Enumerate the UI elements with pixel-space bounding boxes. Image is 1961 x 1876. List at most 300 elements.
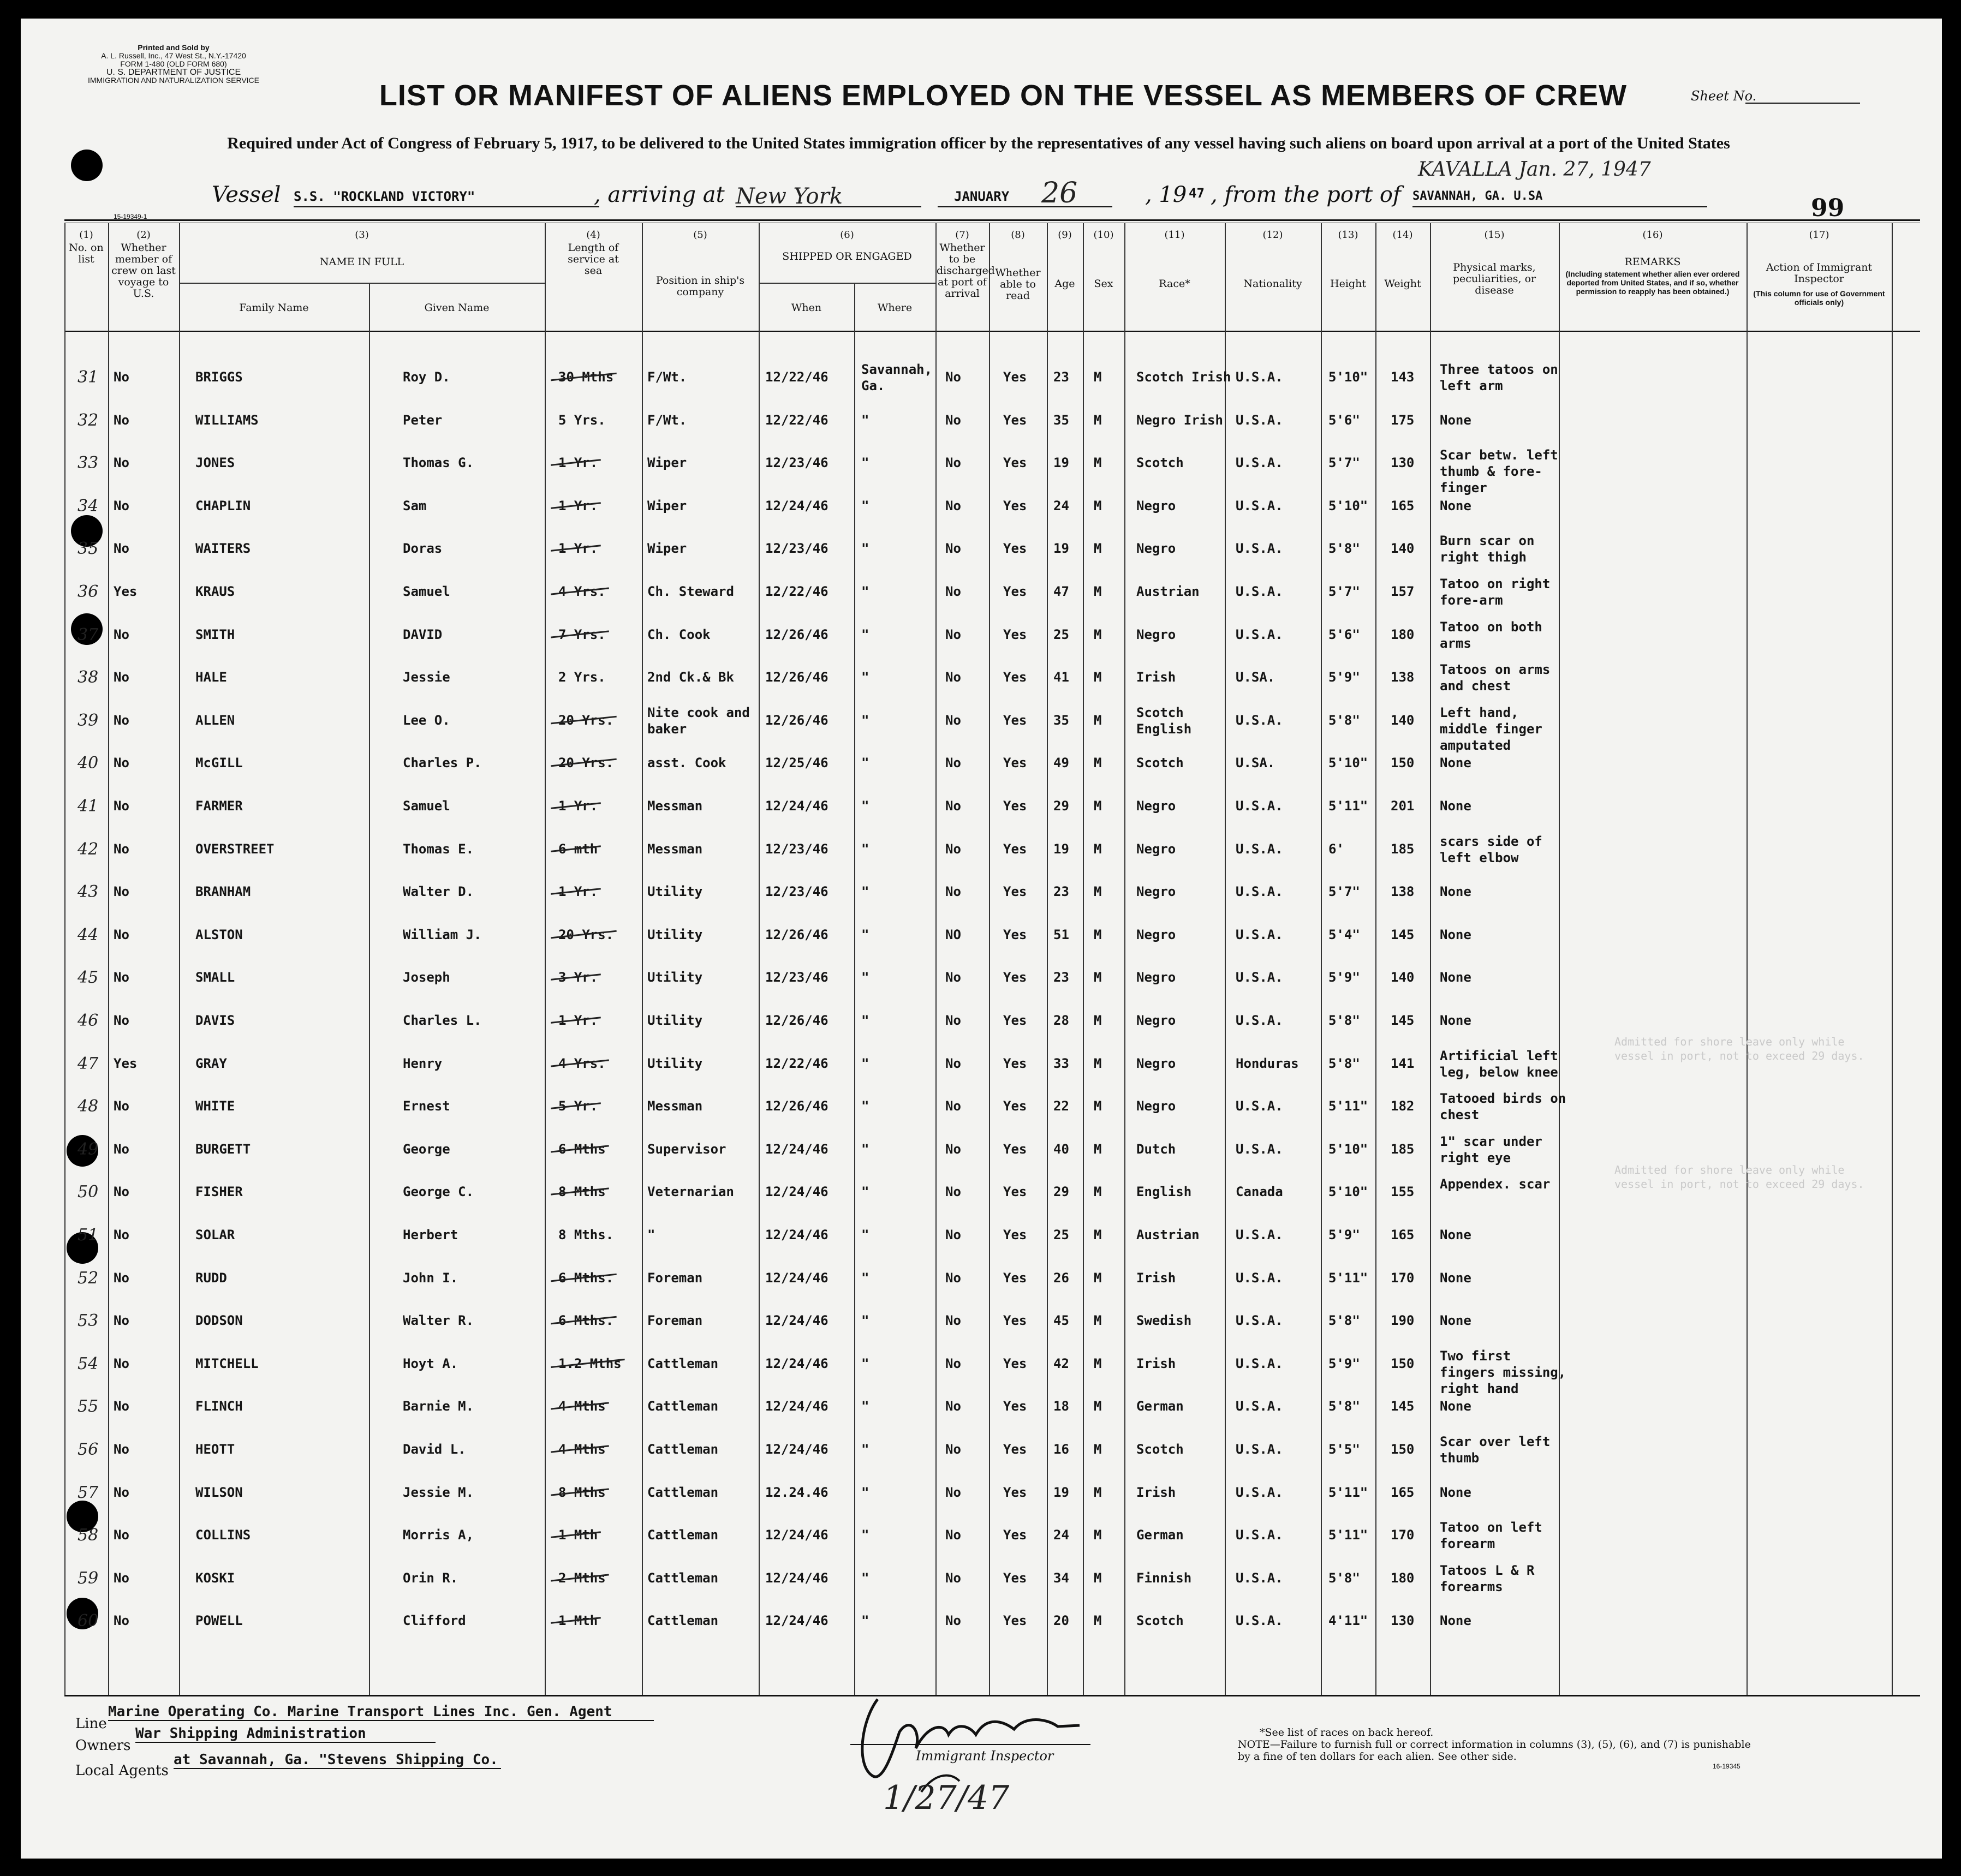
row-weight: 170	[1391, 1527, 1415, 1543]
row-number: 34	[78, 496, 99, 516]
row-sex: M	[1094, 1527, 1102, 1543]
row-family-name: GRAY	[195, 1055, 227, 1071]
row-family-name: SMITH	[195, 626, 235, 642]
row-nationality: U.S.A.	[1236, 369, 1283, 385]
row-when: 12/24/46	[765, 798, 828, 814]
row-number: 57	[78, 1483, 99, 1502]
row-read: Yes	[1003, 927, 1027, 942]
row-marks: None	[1440, 1399, 1471, 1414]
row-read: Yes	[1003, 412, 1027, 428]
row-given-name: Charles L.	[403, 1013, 482, 1028]
row-discharged: No	[945, 755, 961, 771]
row-last-voyage: No	[114, 1355, 129, 1371]
table-row	[21, 533, 1876, 582]
row-sex: M	[1094, 1613, 1102, 1629]
row-age: 22	[1053, 1098, 1069, 1114]
row-height: 5'9"	[1328, 1227, 1360, 1242]
row-last-voyage: No	[114, 626, 129, 642]
row-given-name: Ernest	[403, 1098, 450, 1114]
row-position: Utility	[647, 1055, 703, 1071]
row-sex: M	[1094, 1098, 1102, 1114]
row-family-name: HALE	[195, 670, 227, 685]
row-height: 5'9"	[1328, 670, 1360, 685]
row-when: 12/23/46	[765, 841, 828, 857]
row-family-name: WILLIAMS	[195, 412, 259, 428]
row-read: Yes	[1003, 369, 1027, 385]
row-height: 5'11"	[1328, 1527, 1368, 1543]
col-header-weight: Weight	[1384, 278, 1421, 290]
row-marks: None	[1440, 412, 1471, 428]
row-given-name: Herbert	[403, 1227, 458, 1242]
row-where: "	[861, 798, 869, 814]
row-number: 38	[78, 668, 99, 688]
col-num: (2)	[136, 229, 151, 241]
row-service: 6 Mths.	[558, 1313, 614, 1329]
row-read: Yes	[1003, 1484, 1027, 1500]
printer-line: A. L. Russell, Inc., 47 West St., N.Y.-17420	[101, 51, 246, 60]
table-row	[21, 833, 1876, 882]
row-where: "	[861, 1527, 869, 1543]
row-when: 12/24/46	[765, 1313, 828, 1329]
row-race: Negro	[1136, 1055, 1176, 1071]
row-sex: M	[1094, 1227, 1102, 1242]
row-discharged: NO	[945, 927, 961, 942]
row-sex: M	[1094, 1399, 1102, 1414]
row-nationality: U.S.A.	[1236, 884, 1283, 900]
row-last-voyage: No	[114, 1227, 129, 1242]
row-family-name: HEOTT	[195, 1442, 235, 1457]
row-sex: M	[1094, 841, 1102, 857]
row-sex: M	[1094, 670, 1102, 685]
row-where: "	[861, 1399, 869, 1414]
row-age: 26	[1053, 1270, 1069, 1286]
row-given-name: Hoyt A.	[403, 1355, 458, 1371]
row-last-voyage: Yes	[114, 584, 138, 599]
row-race: Negro	[1136, 498, 1176, 513]
row-nationality: U.S.A.	[1236, 841, 1283, 857]
row-marks: Tatoo on both arms	[1440, 619, 1542, 651]
row-family-name: WILSON	[195, 1484, 243, 1500]
row-where: "	[861, 498, 869, 513]
row-weight: 150	[1391, 755, 1415, 771]
row-where: "	[861, 1442, 869, 1457]
table-row	[21, 1562, 1876, 1611]
table-row	[21, 411, 1876, 453]
row-sex: M	[1094, 712, 1102, 728]
row-marks: None	[1440, 1313, 1471, 1329]
row-when: 12/22/46	[765, 1055, 828, 1071]
row-where: "	[861, 584, 869, 599]
row-race: Irish	[1136, 1270, 1176, 1286]
form-code: 16-19345	[1713, 1763, 1741, 1770]
col-num: (7)	[955, 229, 969, 241]
row-given-name: Orin R.	[403, 1570, 458, 1586]
row-given-name: George	[403, 1141, 450, 1157]
row-last-voyage: No	[114, 1098, 129, 1114]
col-num: (11)	[1164, 229, 1185, 241]
row-number: 52	[78, 1268, 99, 1288]
row-where: "	[861, 927, 869, 942]
row-service: 8 Mths	[558, 1484, 606, 1500]
row-where: "	[861, 1013, 869, 1028]
row-last-voyage: No	[114, 1399, 129, 1414]
row-service: 1.2 Mths	[558, 1355, 622, 1371]
row-age: 19	[1053, 841, 1069, 857]
row-nationality: U.S.A.	[1236, 1013, 1283, 1028]
col-header-action-note: (This column for use of Government officials only)	[1753, 289, 1885, 307]
row-height: 5'11"	[1328, 798, 1368, 814]
col-header-nationality: Nationality	[1243, 278, 1302, 290]
row-race: Irish	[1136, 670, 1176, 685]
row-number: 35	[78, 539, 99, 559]
row-age: 23	[1053, 369, 1069, 385]
row-marks: Burn scar on right thigh	[1440, 533, 1535, 565]
row-position: Foreman	[647, 1270, 703, 1286]
row-height: 5'8"	[1328, 1399, 1360, 1414]
row-read: Yes	[1003, 1013, 1027, 1028]
row-remarks: Admitted for shore leave only while vessel in port, not to exceed 29 days.	[1614, 1163, 1864, 1191]
row-when: 12/23/46	[765, 455, 828, 471]
shipped-subrule	[759, 283, 935, 284]
col-header-remarks: REMARKS	[1624, 256, 1681, 268]
row-race: Austrian	[1136, 584, 1200, 599]
row-marks: Tatoo on left forearm	[1440, 1520, 1542, 1552]
row-age: 25	[1053, 626, 1069, 642]
col-header-service: Length of service at sea	[568, 242, 619, 277]
row-age: 47	[1053, 584, 1069, 599]
row-position: Cattleman	[647, 1399, 719, 1414]
row-race: Irish	[1136, 1355, 1176, 1371]
table-row	[21, 1520, 1876, 1568]
row-sex: M	[1094, 455, 1102, 471]
inspector-label: Immigrant Inspector	[916, 1748, 1054, 1764]
row-last-voyage: No	[114, 841, 129, 857]
row-discharged: No	[945, 412, 961, 428]
row-marks: Scar over left thumb	[1440, 1434, 1551, 1466]
from-port-handwritten: KAVALLA Jan. 27, 1947	[1418, 158, 1651, 181]
row-number: 58	[78, 1526, 99, 1545]
row-service: 1 Mth	[558, 1613, 598, 1629]
row-race: Scotch	[1136, 755, 1184, 771]
row-number: 47	[78, 1054, 99, 1073]
sheet-number-line	[1745, 103, 1860, 104]
row-weight: 185	[1391, 841, 1415, 857]
row-service: 1 Yr.	[558, 541, 598, 557]
row-marks: Tatoos on arms and chest	[1440, 662, 1551, 694]
row-service: 7 Yrs.	[558, 626, 606, 642]
races-note: *See list of races on back hereof.	[1260, 1726, 1434, 1738]
row-read: Yes	[1003, 626, 1027, 642]
row-given-name: John I.	[403, 1270, 458, 1286]
row-where: "	[861, 1613, 869, 1629]
row-sex: M	[1094, 541, 1102, 557]
row-discharged: No	[945, 1613, 961, 1629]
row-service: 4 Mths	[558, 1399, 606, 1414]
row-position: Veternarian	[647, 1184, 734, 1200]
row-age: 49	[1053, 755, 1069, 771]
row-sex: M	[1094, 884, 1102, 900]
row-when: 12/24/46	[765, 1355, 828, 1371]
row-read: Yes	[1003, 584, 1027, 599]
row-sex: M	[1094, 1184, 1102, 1200]
row-race: Swedish	[1136, 1313, 1192, 1329]
col-num: (3)	[355, 229, 369, 241]
row-given-name: Jessie M.	[403, 1484, 474, 1500]
row-last-voyage: Yes	[114, 1055, 138, 1071]
row-last-voyage: No	[114, 1313, 129, 1329]
row-height: 5'10"	[1328, 369, 1368, 385]
row-discharged: No	[945, 841, 961, 857]
col-header-given: Given Name	[424, 302, 490, 314]
row-discharged: No	[945, 712, 961, 728]
row-last-voyage: No	[114, 369, 129, 385]
row-nationality: U.S.A.	[1236, 1484, 1283, 1500]
row-where: Savannah, Ga.	[861, 362, 933, 393]
table-row	[21, 882, 1876, 925]
row-last-voyage: No	[114, 455, 129, 471]
row-discharged: No	[945, 626, 961, 642]
row-weight: 138	[1391, 884, 1415, 900]
table-row	[21, 704, 1876, 754]
row-read: Yes	[1003, 1184, 1027, 1200]
row-race: Negro Irish	[1136, 412, 1223, 428]
row-height: 5'7"	[1328, 584, 1360, 599]
row-number: 42	[78, 839, 99, 859]
required-text: Required under Act of Congress of February 5, 1917, to be delivered to the United States immigration officer by the representatives of any vessel having such aliens on board upon arrival at a port of the United States	[227, 134, 1730, 152]
row-family-name: WHITE	[195, 1098, 235, 1114]
row-weight: 130	[1391, 1613, 1415, 1629]
row-weight: 140	[1391, 970, 1415, 985]
row-number: 56	[78, 1440, 99, 1459]
row-race: German	[1136, 1527, 1184, 1543]
row-where: "	[861, 755, 869, 771]
row-read: Yes	[1003, 1055, 1027, 1071]
row-family-name: CHAPLIN	[195, 498, 251, 513]
row-service: 6 Mths	[558, 1141, 606, 1157]
row-service: 2 Yrs.	[558, 670, 606, 685]
row-position: Cattleman	[647, 1442, 719, 1457]
col-header-when: When	[791, 302, 822, 314]
row-sex: M	[1094, 927, 1102, 942]
row-position: Nite cook and baker	[647, 704, 750, 737]
row-discharged: No	[945, 1184, 961, 1200]
row-nationality: U.S.A.	[1236, 798, 1283, 814]
row-where: "	[861, 1141, 869, 1157]
row-number: 45	[78, 968, 99, 988]
row-age: 19	[1053, 1484, 1069, 1500]
row-where: "	[861, 1355, 869, 1371]
row-read: Yes	[1003, 1570, 1027, 1586]
row-position: Foreman	[647, 1313, 703, 1329]
row-age: 28	[1053, 1013, 1069, 1028]
row-given-name: William J.	[403, 927, 482, 942]
row-nationality: U.S.A.	[1236, 1141, 1283, 1157]
row-last-voyage: No	[114, 970, 129, 985]
row-where: "	[861, 412, 869, 428]
row-position: Utility	[647, 1013, 703, 1028]
row-family-name: FLINCH	[195, 1399, 243, 1414]
row-given-name: Peter	[403, 412, 443, 428]
row-number: 55	[78, 1397, 99, 1417]
column-rule	[1892, 223, 1893, 1696]
row-service: 1 Mth	[558, 1527, 598, 1543]
row-sex: M	[1094, 584, 1102, 599]
row-number: 46	[78, 1011, 99, 1030]
row-given-name: Morris A,	[403, 1527, 474, 1543]
row-weight: 145	[1391, 1013, 1415, 1028]
row-race: Irish	[1136, 1484, 1176, 1500]
col-header-race: Race*	[1159, 278, 1190, 290]
row-weight: 165	[1391, 1484, 1415, 1500]
row-weight: 180	[1391, 1570, 1415, 1586]
row-position: Messman	[647, 841, 703, 857]
col-num: (9)	[1058, 229, 1072, 241]
name-subrule	[179, 283, 545, 284]
row-age: 19	[1053, 455, 1069, 471]
row-family-name: McGILL	[195, 755, 243, 771]
row-weight: 165	[1391, 498, 1415, 513]
row-position: Supervisor	[647, 1141, 726, 1157]
row-height: 5'8"	[1328, 1013, 1360, 1028]
row-given-name: Sam	[403, 498, 427, 513]
row-race: Negro	[1136, 798, 1176, 814]
row-where: "	[861, 626, 869, 642]
row-height: 4'11"	[1328, 1613, 1368, 1629]
row-where: "	[861, 884, 869, 900]
row-number: 59	[78, 1568, 99, 1588]
printer-line: U. S. DEPARTMENT OF JUSTICE	[106, 68, 241, 77]
row-nationality: U.S.A.	[1236, 584, 1283, 599]
row-read: Yes	[1003, 1355, 1027, 1371]
printer-line: IMMIGRATION AND NATURALIZATION SERVICE	[88, 76, 259, 85]
table-row	[21, 1011, 1876, 1054]
row-discharged: No	[945, 369, 961, 385]
line-label: Line	[75, 1716, 107, 1732]
row-read: Yes	[1003, 798, 1027, 814]
printer-info	[32, 44, 315, 85]
row-last-voyage: No	[114, 712, 129, 728]
row-last-voyage: No	[114, 1484, 129, 1500]
row-last-voyage: No	[114, 798, 129, 814]
row-nationality: U.S.A.	[1236, 1399, 1283, 1414]
row-given-name: George C.	[403, 1184, 474, 1200]
row-sex: M	[1094, 1313, 1102, 1329]
row-sex: M	[1094, 1570, 1102, 1586]
row-height: 5'7"	[1328, 455, 1360, 471]
row-service: 6 mth	[558, 841, 598, 857]
row-where: "	[861, 1055, 869, 1071]
row-position: asst. Cook	[647, 755, 726, 771]
row-sex: M	[1094, 970, 1102, 985]
row-last-voyage: No	[114, 1527, 129, 1543]
row-number: 39	[78, 710, 99, 730]
row-race: Scotch English	[1136, 704, 1192, 737]
row-position: Cattleman	[647, 1527, 719, 1543]
row-service: 20 Yrs.	[558, 712, 614, 728]
row-when: 12.24.46	[765, 1484, 828, 1500]
row-service: 2 Mths	[558, 1570, 606, 1586]
row-position: "	[647, 1227, 655, 1242]
row-discharged: No	[945, 1399, 961, 1414]
row-service: 20 Yrs.	[558, 755, 614, 771]
arrival-year: 47	[1189, 186, 1205, 201]
printer-line: Printed and Sold by	[138, 43, 210, 52]
table-row	[21, 797, 1876, 839]
row-age: 35	[1053, 712, 1069, 728]
inspection-date: 1/27/47	[883, 1779, 1010, 1817]
row-last-voyage: No	[114, 1184, 129, 1200]
row-family-name: JONES	[195, 455, 235, 471]
row-height: 5'11"	[1328, 1098, 1368, 1114]
row-read: Yes	[1003, 498, 1027, 513]
row-service: 4 Yrs.	[558, 584, 606, 599]
row-sex: M	[1094, 369, 1102, 385]
row-marks: 1" scar under right eye	[1440, 1133, 1542, 1166]
row-number: 36	[78, 582, 99, 601]
row-race: Negro	[1136, 626, 1176, 642]
row-height: 5'8"	[1328, 1570, 1360, 1586]
row-height: 5'10"	[1328, 1141, 1368, 1157]
table-row	[21, 1483, 1876, 1526]
row-nationality: U.S.A.	[1236, 927, 1283, 942]
row-given-name: DAVID	[403, 626, 443, 642]
row-marks: Scar betw. left thumb & fore-finger	[1440, 447, 1558, 496]
row-position: Utility	[647, 970, 703, 985]
row-discharged: No	[945, 1055, 961, 1071]
row-given-name: David L.	[403, 1442, 466, 1457]
row-discharged: No	[945, 1270, 961, 1286]
row-number: 33	[78, 453, 99, 473]
row-number: 44	[78, 925, 99, 945]
row-read: Yes	[1003, 1141, 1027, 1157]
row-weight: 141	[1391, 1055, 1415, 1071]
row-read: Yes	[1003, 1270, 1027, 1286]
row-nationality: Honduras	[1236, 1055, 1299, 1071]
col-header-shipped: SHIPPED OR ENGAGED	[782, 250, 912, 262]
row-read: Yes	[1003, 1313, 1027, 1329]
row-remarks: Admitted for shore leave only while vessel in port, not to exceed 29 days.	[1614, 1035, 1864, 1062]
row-weight: 140	[1391, 712, 1415, 728]
row-height: 5'11"	[1328, 1484, 1368, 1500]
row-nationality: U.S.A.	[1236, 1442, 1283, 1457]
row-sex: M	[1094, 798, 1102, 814]
row-position: Wiper	[647, 455, 687, 471]
row-last-voyage: No	[114, 412, 129, 428]
row-marks: Two first fingers missing, right hand	[1440, 1348, 1566, 1396]
row-weight: 138	[1391, 670, 1415, 685]
row-age: 29	[1053, 1184, 1069, 1200]
row-marks: None	[1440, 970, 1471, 985]
row-height: 5'9"	[1328, 1355, 1360, 1371]
row-family-name: SOLAR	[195, 1227, 235, 1242]
row-marks: None	[1440, 927, 1471, 942]
row-when: 12/24/46	[765, 1570, 828, 1586]
row-marks: Three tatoos on left arm	[1440, 362, 1558, 393]
row-marks: None	[1440, 1227, 1471, 1242]
row-age: 23	[1053, 884, 1069, 900]
row-family-name: ALLEN	[195, 712, 235, 728]
row-nationality: U.S.A.	[1236, 498, 1283, 513]
row-weight: 145	[1391, 927, 1415, 942]
table-row	[21, 754, 1876, 796]
row-discharged: No	[945, 1227, 961, 1242]
row-family-name: KOSKI	[195, 1570, 235, 1586]
arriving-label: , arriving at	[594, 182, 725, 207]
row-age: 20	[1053, 1613, 1069, 1629]
row-sex: M	[1094, 1141, 1102, 1157]
row-service: 4 Mths	[558, 1442, 606, 1457]
col-header-height: Height	[1330, 278, 1366, 290]
